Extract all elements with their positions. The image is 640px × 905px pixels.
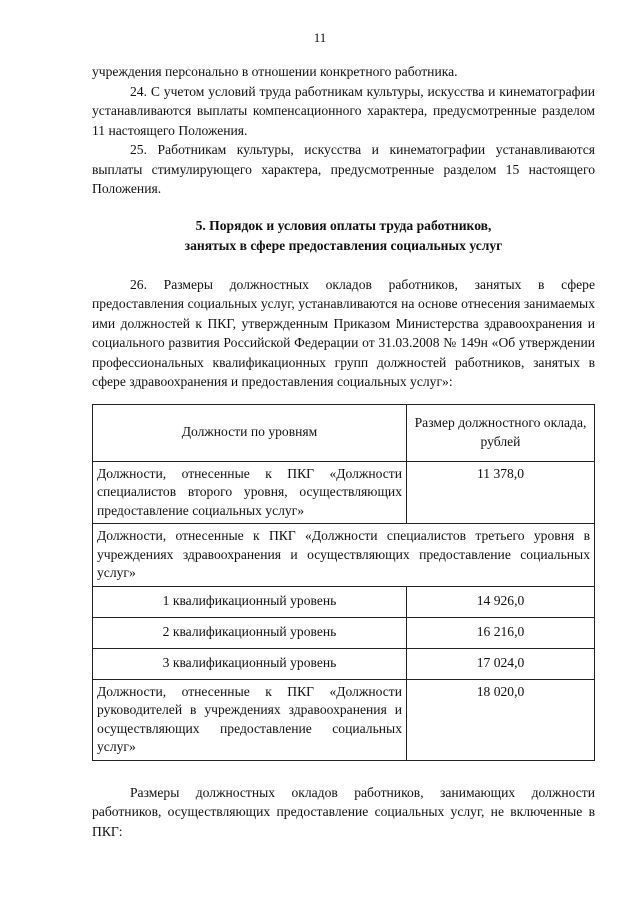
- table-row: [93, 586, 595, 617]
- paragraph-continuation: учреждения персонально в отношении конкретного работника.: [92, 64, 458, 79]
- paragraph-24: 24. С учетом условий труда работникам культуры, искусства и кинематографии устанавливаются выплаты компенсационного характера, предусмотренные разделом 11 настоящего Положения.: [92, 83, 595, 138]
- table-cell-label: Должности, отнесенные к ПКГ «Должности специалистов второго уровня, осуществляющих предоставление социальных услуг»: [93, 461, 407, 524]
- table-row: [93, 524, 595, 587]
- paragraph-25: 25. Работникам культуры, искусства и кинематографии устанавливаются выплаты стимулирующего характера, предусмотренные разделом 15 настоящего Положения.: [92, 142, 595, 196]
- table-cell-span: Должности, отнесенные к ПКГ «Должности специалистов третьего уровня в учреждениях здравоохранения и осуществляющих предоставление социальных услуг»: [93, 524, 595, 587]
- section-heading-line1: 5. Порядок и условия оплаты труда работников,: [195, 217, 492, 233]
- table-header-positions: Должности по уровням: [93, 404, 407, 461]
- document-body: [92, 62, 595, 841]
- table-header-salary: Размер должностного оклада, рублей: [407, 404, 595, 461]
- table-cell-value: 14 926,0: [407, 586, 595, 617]
- table-cell-value: 18 020,0: [407, 679, 595, 760]
- table-cell-value: 11 378,0: [407, 461, 595, 524]
- table-row: [93, 679, 595, 760]
- table-header-row: [93, 404, 595, 461]
- table-cell-label: Должности, отнесенные к ПКГ «Должности руководителей в учреждениях здравоохранения и осуществляющих предоставление социальных услуг»: [93, 679, 407, 760]
- table-cell-label: 1 квалификационный уровень: [93, 586, 407, 617]
- page-number: 11: [313, 30, 327, 45]
- table-cell-label: 2 квалификационный уровень: [93, 617, 407, 648]
- section-heading: [92, 216, 595, 256]
- paragraph-after-table: Размеры должностных окладов работников, занимающих должности работников, осуществляющих предоставление социальных услуг, не включенные в ПКГ:: [92, 784, 595, 839]
- table-cell-value: 17 024,0: [407, 648, 595, 679]
- table-cell-value: 16 216,0: [407, 617, 595, 648]
- table-row: [93, 648, 595, 679]
- paragraph-26: 26. Размеры должностных окладов работников, занятых в сфере предоставления социальных услуг, устанавливаются на основе отнесения занимаемых ими должностей к ПКГ, утвержденным Приказом Министерства здравоохранения и социального развития Российской Федерации от 31.03.2008 № 149н «Об утверждении профессиональных квалификационных групп должностей работников, занятых в сфере здравоохранения и предоставления социальных услуг»:: [92, 276, 595, 389]
- table-row: [93, 617, 595, 648]
- salary-table: [92, 404, 595, 761]
- table-cell-label: 3 квалификационный уровень: [93, 648, 407, 679]
- table-row: [93, 461, 595, 524]
- section-heading-line2: занятых в сфере предоставления социальных услуг: [184, 237, 503, 253]
